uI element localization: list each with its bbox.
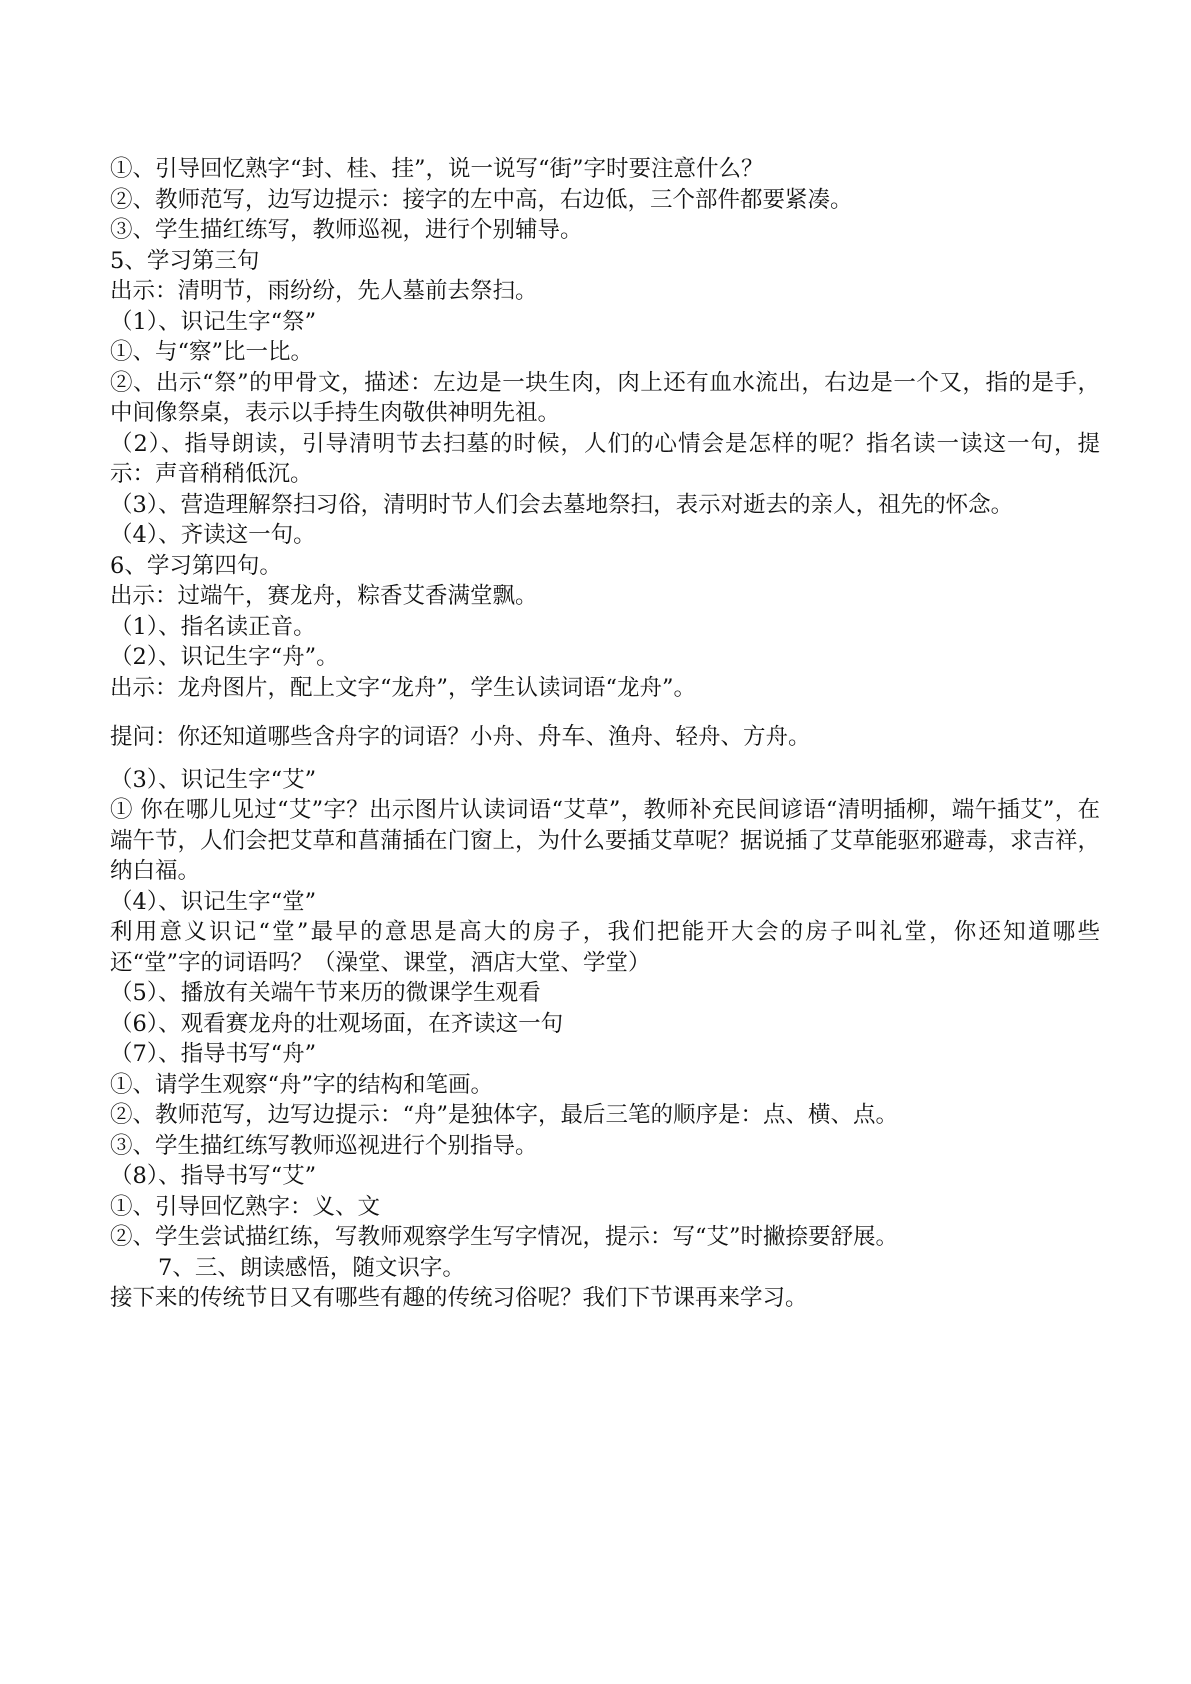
subsection-heading: （6）、观看赛龙舟的壮观场面，在齐读这一句 [110,1010,564,1037]
text-line: ③、学生描红练写教师巡视进行个别指导。 [110,1132,538,1159]
subsection-heading: （4）、识记生字“堂” [110,888,317,915]
question-line [110,721,1100,753]
text-paragraph: （3）、营造理解祭扫习俗，清明时节人们会去墓地祭扫，表示对逝去的亲人，祖先的怀念。 [110,491,1014,518]
text-line: 出示：龙舟图片，配上文字“龙舟”，学生认读词语“龙舟”。 [110,674,697,701]
subsection-heading: （5）、播放有关端午节来历的微课学生观看 [110,980,541,1006]
subsection-heading: （2）、识记生字“舟”。 [110,644,339,670]
text-line: ②、学生尝试描红练，写教师观察学生写字情况，提示：写“艾”时撇捺要舒展。 [110,1224,899,1250]
question-highlight-word: 舟车 [537,722,586,750]
section-heading: 5、学习第三句 [110,247,260,274]
text-paragraph: ②、出示“祭”的甲骨文，描述：左边是一块生肉，肉上还有血水流出，右边是一个又，指的是手，中间像祭桌，表示以手持生肉敬供神明先祖。 [110,369,1100,426]
subsection-heading: （7）、指导书写“舟” [110,1041,317,1067]
text-line: ①、与“察”比一比。 [110,339,314,365]
text-line: ①、引导回忆熟字：义、文 [110,1193,381,1220]
subsection-heading: （8）、指导书写“艾” [110,1163,317,1189]
text-line: 出示：过端午，赛龙舟，粽香艾香满堂飘。 [110,583,538,609]
text-paragraph: ① 你在哪儿见过“艾”字？出示图片认读词语“艾草”，教师补充民间谚语“清明插柳，端午插艾”，在端午节，人们会把艾草和菖蒲插在门窗上，为什么要插艾草呢？据说插了艾草能驱邪避毒，求吉祥，纳白福。 [110,797,1101,884]
question-prefix: 提问：你还知道哪些含舟字的词语？小舟、 [110,724,538,750]
question-suffix: 、渔舟、轻舟、方舟。 [585,724,811,750]
subsection-heading: （1）、指名读正音。 [110,613,316,640]
section-heading: 7、三、朗读感悟，随文识字。 [158,1254,465,1281]
document-body [110,154,1100,1314]
section-heading: 6、学习第四句。 [110,552,282,579]
text-line: ①、请学生观察“舟”字的结构和笔画。 [110,1071,494,1098]
text-line: ③、学生描红练写，教师巡视，进行个别辅导。 [110,217,583,243]
text-line: ①、引导回忆熟字“封、桂、挂”，说一说写“街”字时要注意什么？ [110,156,764,182]
text-paragraph: （2）、指导朗读，引导清明节去扫墓的时候，人们的心情会是怎样的呢？指名读一读这一句，提示：声音稍稍低沉。 [110,430,1100,487]
text-line: ②、教师范写，边写边提示：接字的左中高，右边低，三个部件都要紧凑。 [110,186,853,213]
subsection-heading: （4）、齐读这一句。 [110,522,316,548]
text-line: 出示：清明节，雨纷纷，先人墓前去祭扫。 [110,278,538,304]
text-paragraph: 利用意义识记“堂”最早的意思是高大的房子，我们把能开大会的房子叫礼堂，你还知道哪些还“堂”字的词语吗？（澡堂、课堂，酒店大堂、学堂） [110,919,1100,976]
subsection-heading: （1）、识记生字“祭” [110,308,317,335]
subsection-heading: （3）、识记生字“艾” [110,766,317,793]
closing-line: 接下来的传统节日又有哪些有趣的传统习俗呢？我们下节课再来学习。 [110,1285,808,1311]
text-line: ②、教师范写，边写边提示：“舟”是独体字，最后三笔的顺序是：点、横、点。 [110,1102,899,1128]
